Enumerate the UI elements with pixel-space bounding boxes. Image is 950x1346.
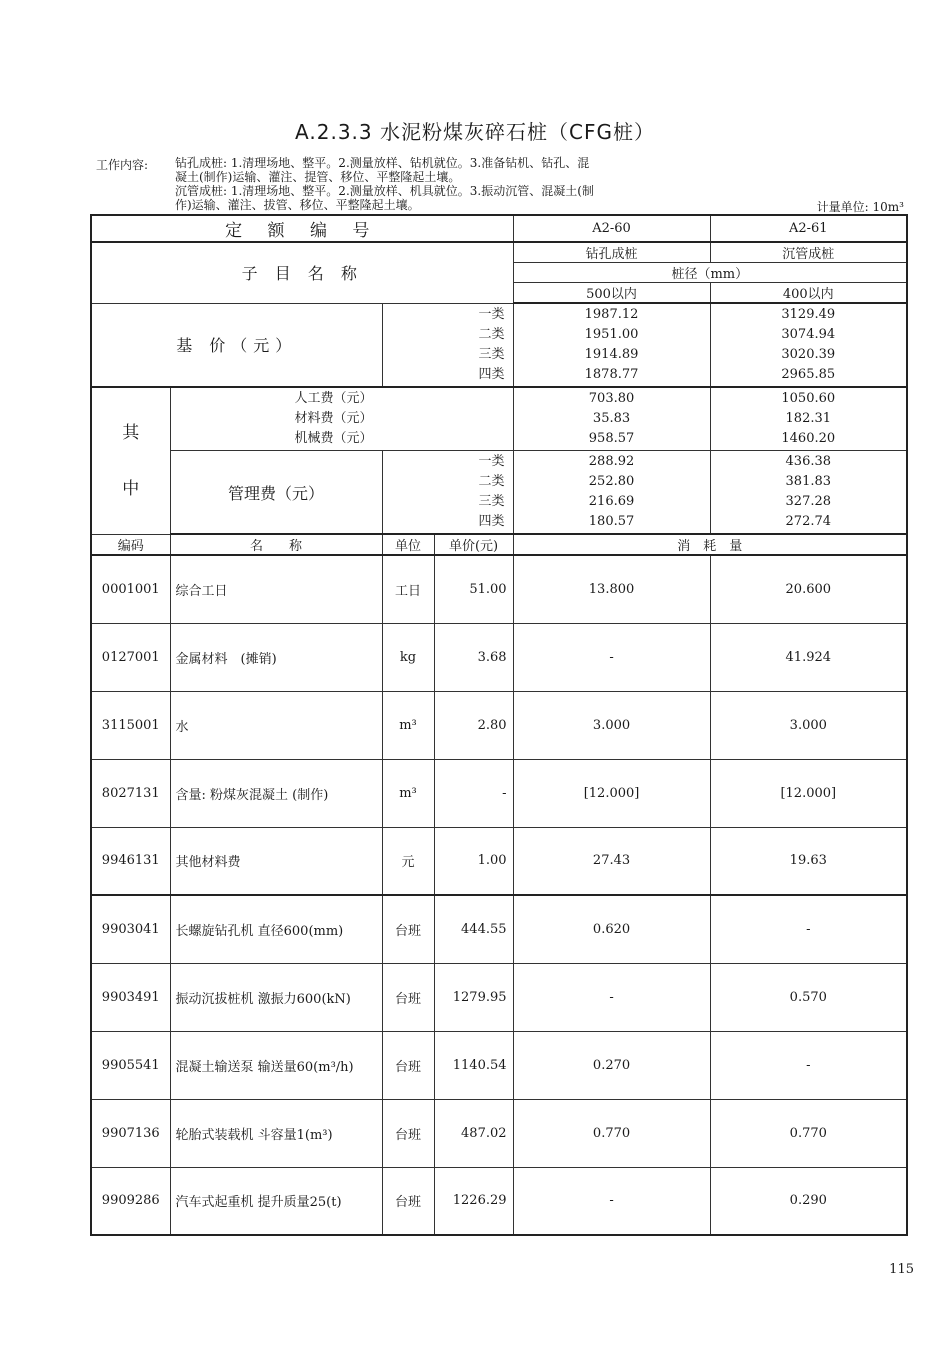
row-consumption-2: [12.000] bbox=[710, 759, 907, 827]
table-row bbox=[91, 1031, 907, 1099]
mgmt-col1 bbox=[513, 451, 710, 535]
table-row bbox=[91, 963, 907, 1031]
row-name: 含量: 粉煤灰混凝土 (制作) bbox=[170, 759, 382, 827]
row-unit: kg bbox=[382, 623, 434, 691]
sub-item-label: 子 目 名 称 bbox=[91, 242, 513, 303]
row-consumption-1: - bbox=[513, 963, 710, 1031]
row-unit: m³ bbox=[382, 691, 434, 759]
mgmt-col2 bbox=[710, 451, 907, 535]
col-header-consumption: 消 耗 量 bbox=[513, 534, 907, 555]
diameter-2: 400以内 bbox=[710, 283, 907, 304]
class-label: 一类 bbox=[478, 454, 505, 469]
diameter-1: 500以内 bbox=[513, 283, 710, 304]
machine-label: 机械费（元） bbox=[294, 431, 373, 446]
table-row bbox=[91, 895, 907, 963]
row-code: 9905541 bbox=[91, 1031, 170, 1099]
row-name: 金属材料 (摊销) bbox=[170, 623, 382, 691]
value: 252.80 bbox=[588, 474, 635, 489]
class-label: 三类 bbox=[478, 346, 505, 362]
row-price: 444.55 bbox=[434, 895, 513, 963]
row-price: 3.68 bbox=[434, 623, 513, 691]
row-consumption-1: [12.000] bbox=[513, 759, 710, 827]
class-label: 四类 bbox=[478, 514, 505, 529]
row-consumption-1: 0.620 bbox=[513, 895, 710, 963]
row-consumption-1: - bbox=[513, 623, 710, 691]
cost-col1 bbox=[513, 387, 710, 451]
row-consumption-2: 41.924 bbox=[710, 623, 907, 691]
row-consumption-1: 13.800 bbox=[513, 555, 710, 623]
value: 1050.60 bbox=[781, 391, 836, 406]
row-code: 8027131 bbox=[91, 759, 170, 827]
row-unit: 台班 bbox=[382, 1167, 434, 1235]
row-unit: m³ bbox=[382, 759, 434, 827]
row-consumption-1: - bbox=[513, 1167, 710, 1235]
cost-col2 bbox=[710, 387, 907, 451]
value: 958.57 bbox=[588, 431, 635, 446]
mgmt-label: 管理费（元） bbox=[170, 451, 382, 535]
value: 3129.49 bbox=[781, 307, 836, 322]
row-unit: 元 bbox=[382, 827, 434, 895]
row-price: 1.00 bbox=[434, 827, 513, 895]
row-consumption-2: 20.600 bbox=[710, 555, 907, 623]
value: 1878.77 bbox=[584, 367, 639, 382]
value: 436.38 bbox=[785, 454, 832, 469]
row-price: 1279.95 bbox=[434, 963, 513, 1031]
row-consumption-2: 0.290 bbox=[710, 1167, 907, 1235]
row-consumption-2: - bbox=[710, 895, 907, 963]
row-name: 轮胎式装载机 斗容量1(m³) bbox=[170, 1099, 382, 1167]
of-which-label bbox=[91, 387, 170, 534]
row-name: 混凝土输送泵 输送量60(m³/h) bbox=[170, 1031, 382, 1099]
table-row bbox=[91, 1099, 907, 1167]
class-label: 二类 bbox=[478, 474, 505, 489]
row-consumption-2: 0.770 bbox=[710, 1099, 907, 1167]
diameter-label: 桩径（mm） bbox=[513, 263, 907, 283]
class-label: 三类 bbox=[478, 494, 505, 509]
table-row bbox=[91, 759, 907, 827]
quota-code-1: A2-60 bbox=[513, 215, 710, 242]
row-code: 0127001 bbox=[91, 623, 170, 691]
value: 3020.39 bbox=[781, 347, 836, 362]
row-unit: 台班 bbox=[382, 1031, 434, 1099]
row-name: 其他材料费 bbox=[170, 827, 382, 895]
row-code: 9903491 bbox=[91, 963, 170, 1031]
of-which-bottom: 中 bbox=[122, 478, 140, 499]
row-unit: 台班 bbox=[382, 895, 434, 963]
row-code: 9909286 bbox=[91, 1167, 170, 1235]
row-unit: 台班 bbox=[382, 963, 434, 1031]
row-consumption-1: 3.000 bbox=[513, 691, 710, 759]
table-row bbox=[91, 691, 907, 759]
row-price: 1226.29 bbox=[434, 1167, 513, 1235]
value: 180.57 bbox=[588, 514, 635, 529]
col-header-name: 名 称 bbox=[170, 534, 382, 555]
col-header-price: 单价(元) bbox=[434, 534, 513, 555]
table-row bbox=[91, 623, 907, 691]
row-code: 9907136 bbox=[91, 1099, 170, 1167]
col-header-code: 编码 bbox=[91, 534, 170, 555]
value: 3074.94 bbox=[781, 327, 836, 342]
value: 1914.89 bbox=[584, 347, 639, 362]
row-code: 3115001 bbox=[91, 691, 170, 759]
quota-table bbox=[90, 214, 908, 1236]
material-label: 材料费（元） bbox=[294, 411, 373, 426]
sub-item-name-2: 沉管成桩 bbox=[710, 242, 907, 263]
row-consumption-1: 27.43 bbox=[513, 827, 710, 895]
row-price: 51.00 bbox=[434, 555, 513, 623]
row-code: 9946131 bbox=[91, 827, 170, 895]
value: 381.83 bbox=[785, 474, 832, 489]
value: 703.80 bbox=[588, 391, 635, 406]
row-name: 振动沉拔桩机 激振力600(kN) bbox=[170, 963, 382, 1031]
table-row bbox=[91, 1167, 907, 1235]
row-consumption-1: 0.270 bbox=[513, 1031, 710, 1099]
of-which-top: 其 bbox=[122, 422, 140, 443]
labor-label: 人工费（元） bbox=[294, 391, 373, 406]
base-price-col1 bbox=[513, 303, 710, 387]
row-name: 水 bbox=[170, 691, 382, 759]
row-consumption-1: 0.770 bbox=[513, 1099, 710, 1167]
mgmt-classes bbox=[382, 451, 513, 535]
row-price: - bbox=[434, 759, 513, 827]
value: 327.28 bbox=[785, 494, 832, 509]
quota-code-label: 定 额 编 号 bbox=[91, 215, 513, 242]
base-price-col2 bbox=[710, 303, 907, 387]
row-name: 长螺旋钻孔机 直径600(mm) bbox=[170, 895, 382, 963]
table-row bbox=[91, 555, 907, 623]
row-consumption-2: 19.63 bbox=[710, 827, 907, 895]
sub-item-name-1: 钻孔成桩 bbox=[513, 242, 710, 263]
row-unit: 工日 bbox=[382, 555, 434, 623]
row-name: 汽车式起重机 提升质量25(t) bbox=[170, 1167, 382, 1235]
row-price: 1140.54 bbox=[434, 1031, 513, 1099]
table-row bbox=[91, 827, 907, 895]
work-content-label: 工作内容: bbox=[96, 158, 149, 172]
class-label: 四类 bbox=[478, 366, 505, 382]
work-content-line: 沉管成桩: 1.清理场地、整平。2.测量放样、机具就位。3.振动沉管、混凝土(制 bbox=[175, 184, 594, 198]
value: 272.74 bbox=[785, 514, 832, 529]
value: 182.31 bbox=[785, 411, 832, 426]
row-price: 487.02 bbox=[434, 1099, 513, 1167]
base-price-label: 基 价（元） bbox=[91, 303, 382, 387]
value: 35.83 bbox=[592, 411, 631, 426]
row-code: 0001001 bbox=[91, 555, 170, 623]
row-price: 2.80 bbox=[434, 691, 513, 759]
row-code: 9903041 bbox=[91, 895, 170, 963]
base-price-classes bbox=[382, 303, 513, 387]
row-consumption-2: 3.000 bbox=[710, 691, 907, 759]
unit-note: 计量单位: 10m³ bbox=[816, 200, 904, 214]
row-consumption-2: 0.570 bbox=[710, 963, 907, 1031]
value: 288.92 bbox=[588, 454, 635, 469]
value: 2965.85 bbox=[781, 367, 836, 382]
work-content-line: 钻孔成桩: 1.清理场地、整平。2.测量放样、钻机就位。3.准备钻机、钻孔、混 bbox=[175, 156, 590, 170]
value: 216.69 bbox=[588, 494, 635, 509]
work-content-text bbox=[175, 156, 695, 212]
row-unit: 台班 bbox=[382, 1099, 434, 1167]
quota-code-2: A2-61 bbox=[710, 215, 907, 242]
value: 1460.20 bbox=[781, 431, 836, 446]
row-consumption-2: - bbox=[710, 1031, 907, 1099]
page-number: 115 bbox=[889, 1262, 914, 1277]
page-title: A.2.3.3 水泥粉煤灰碎石桩（CFG桩） bbox=[295, 120, 655, 144]
cost-labels bbox=[170, 387, 513, 451]
work-content-line: 凝土(制作)运输、灌注、提管、移位、平整隆起土壤。 bbox=[175, 170, 461, 184]
work-content-line: 作)运输、灌注、拔管、移位、平整隆起土壤。 bbox=[175, 198, 420, 212]
row-name: 综合工日 bbox=[170, 555, 382, 623]
col-header-unit: 单位 bbox=[382, 534, 434, 555]
value: 1951.00 bbox=[584, 327, 639, 342]
class-label: 一类 bbox=[478, 306, 505, 322]
value: 1987.12 bbox=[584, 307, 639, 322]
class-label: 二类 bbox=[478, 326, 505, 342]
